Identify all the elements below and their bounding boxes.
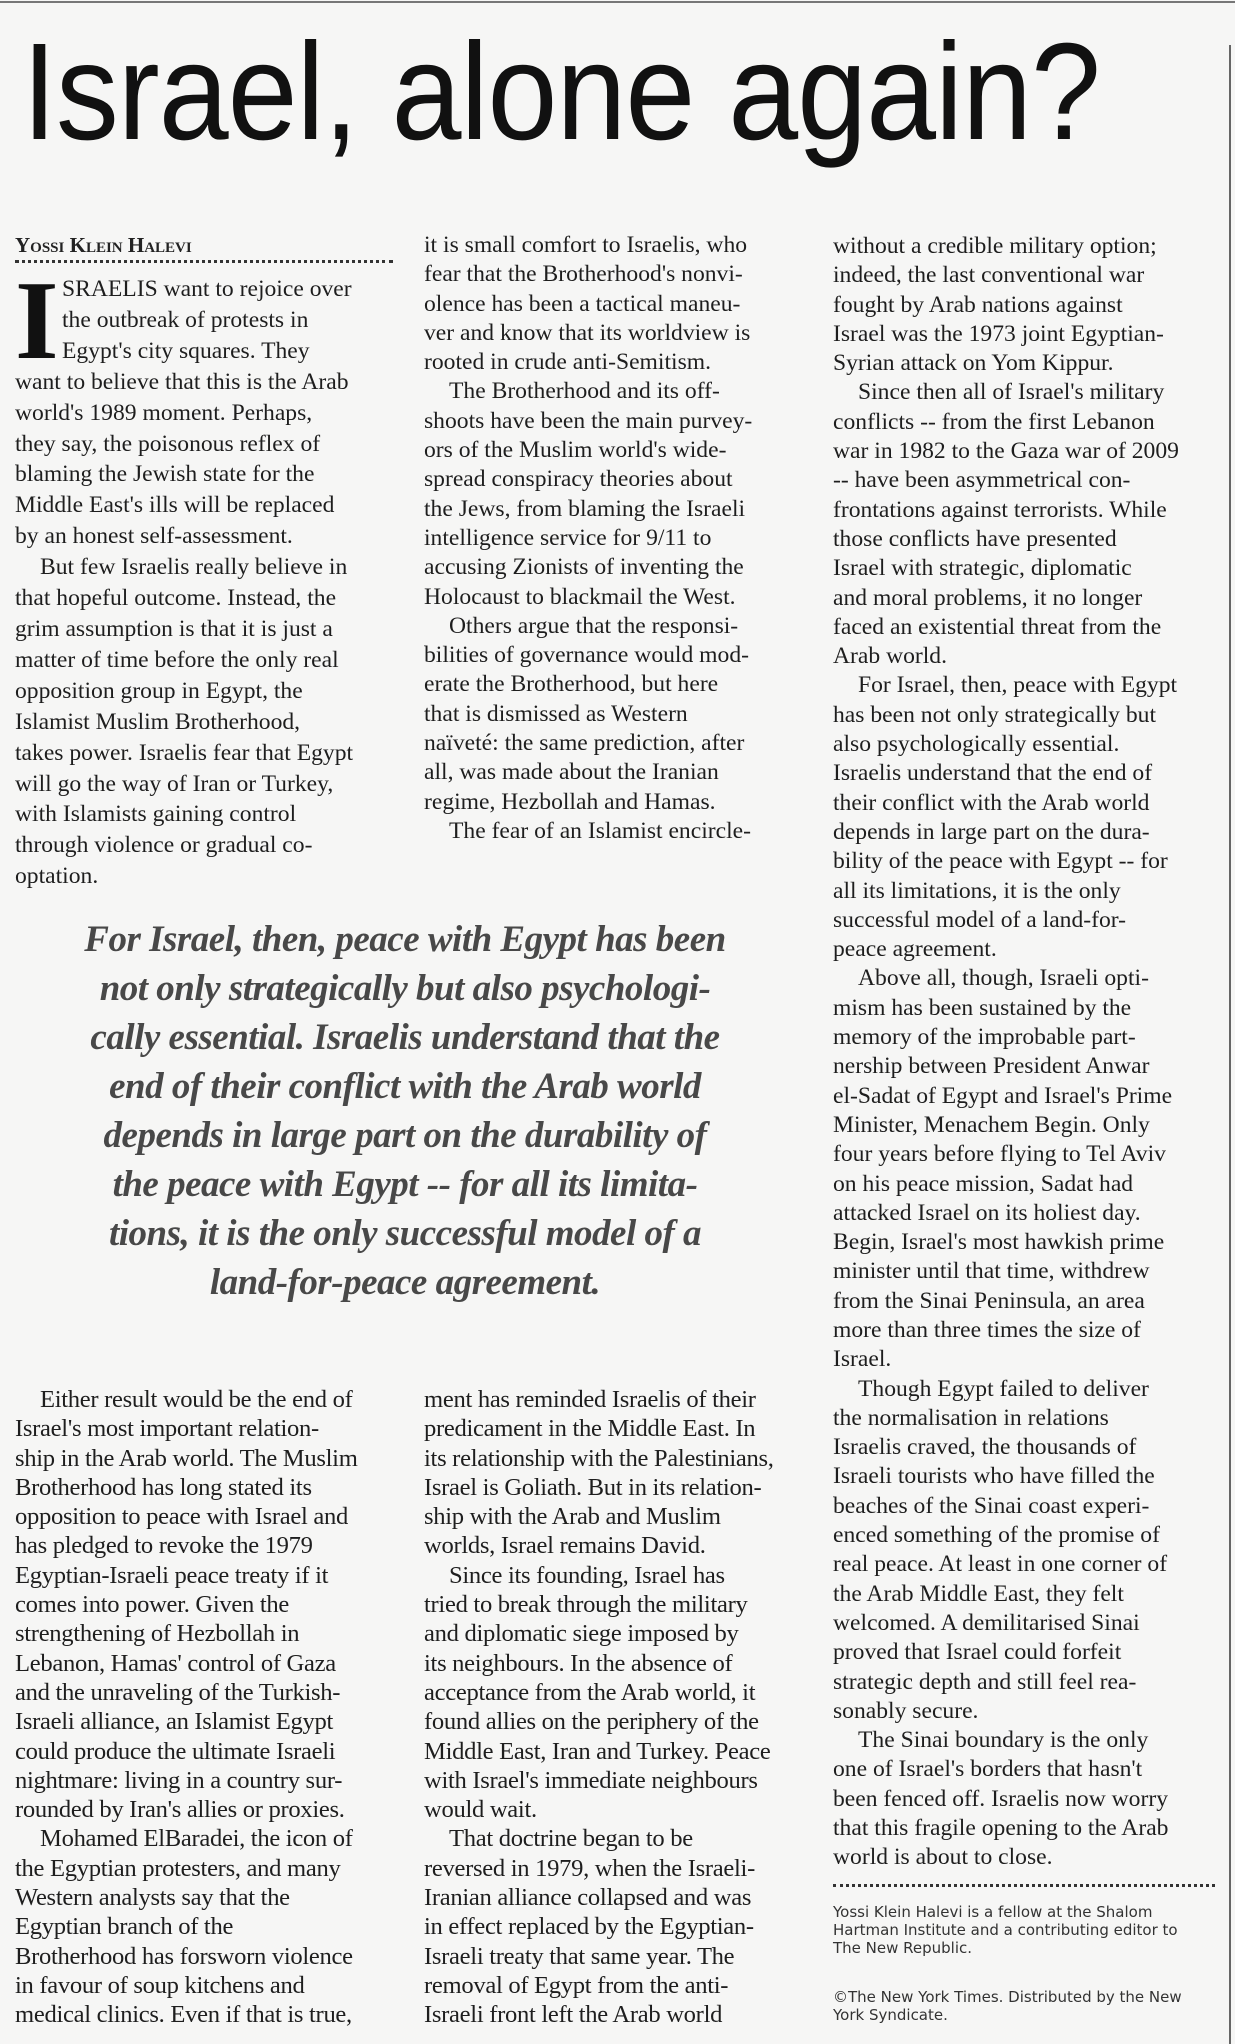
text-line: would wait. xyxy=(424,1796,537,1824)
paragraph xyxy=(833,671,1218,964)
text-line: Israel was the 1973 joint Egyptian- xyxy=(833,320,1164,347)
text-line: from the Sinai Peninsula, an area xyxy=(833,1287,1145,1314)
text-line: four years before flying to Tel Aviv xyxy=(833,1141,1166,1168)
column-3 xyxy=(833,232,1218,1873)
text-line: that is dismissed as Western xyxy=(424,700,688,727)
text-line: more than three times the size of xyxy=(833,1316,1141,1343)
text-line: enced something of the promise of xyxy=(833,1522,1160,1549)
paragraph xyxy=(833,378,1218,671)
paragraph xyxy=(833,1726,1218,1872)
text-line: grim assumption is that it is just a xyxy=(15,615,333,642)
text-line: peace agreement. xyxy=(833,936,997,963)
text-line: Israel. xyxy=(833,1346,892,1373)
text-line: conflicts -- from the first Lebanon xyxy=(833,408,1155,435)
text-line: the outbreak of protests in xyxy=(62,306,309,333)
text-line: real peace. At least in one corner of xyxy=(833,1551,1168,1578)
author-bio xyxy=(833,1903,1178,1957)
text-line: the Arab Middle East, they felt xyxy=(833,1580,1124,1607)
text-line: That doctrine began to be xyxy=(449,1825,693,1853)
text-line: sonably secure. xyxy=(833,1697,979,1724)
text-line: in favour of soup kitchens and xyxy=(15,1971,305,1999)
text-line: strengthening of Hezbollah in xyxy=(15,1620,300,1648)
text-line: the Egyptian protesters, and many xyxy=(15,1854,341,1882)
pull-quote-line: depends in large part on the durability of xyxy=(103,1115,707,1156)
text-line: For Israel, then, peace with Egypt xyxy=(858,672,1178,699)
text-line: that hopeful outcome. Instead, the xyxy=(15,585,337,612)
headline: Israel, alone again? xyxy=(22,15,1100,169)
text-line: worlds, Israel remains David. xyxy=(424,1532,706,1560)
text-line: Above all, though, Israeli opti- xyxy=(858,965,1149,992)
pull-quote-line: the peace with Egypt -- for all its limita- xyxy=(112,1164,698,1205)
text-line: has been not only strategically but xyxy=(833,701,1157,728)
text-line: without a credible military option; xyxy=(833,233,1157,259)
text-line: on his peace mission, Sadat had xyxy=(833,1170,1134,1197)
text-line: removal of Egypt from the anti- xyxy=(424,1971,729,1999)
text-line: Islamist Muslim Brotherhood, xyxy=(15,708,301,735)
text-line: war in 1982 to the Gaza war of 2009 xyxy=(833,438,1179,465)
text-line: reversed in 1979, when the Israeli- xyxy=(424,1854,755,1882)
text-line: fought by Arab nations against xyxy=(833,291,1123,318)
text-line: The fear of an Islamist encircle- xyxy=(449,817,751,844)
text-line: all, was made about the Iranian xyxy=(424,759,719,786)
text-line: naïveté: the same prediction, after xyxy=(424,730,745,757)
text-line: also psychologically essential. xyxy=(833,731,1120,758)
paragraph xyxy=(833,232,1218,378)
text-line: opposition group in Egypt, the xyxy=(15,677,303,704)
text-line: its relationship with the Palestinians, xyxy=(424,1444,774,1472)
text-line: Israeli tourists who have filled the xyxy=(833,1463,1155,1490)
text-line: regime, Hezbollah and Hamas. xyxy=(424,788,716,815)
text-line: erate the Brotherhood, but here xyxy=(424,671,719,698)
text-line: and diplomatic siege imposed by xyxy=(424,1620,739,1648)
paragraph xyxy=(15,552,395,892)
text-line: its neighbours. In the absence of xyxy=(424,1649,733,1677)
text-line: accusing Zionists of inventing the xyxy=(424,554,744,581)
text-line: predicament in the Middle East. In xyxy=(424,1415,756,1443)
text-line: Israel's most important relation- xyxy=(15,1415,319,1443)
text-line: acceptance from the Arab world, it xyxy=(424,1678,756,1706)
paragraph xyxy=(15,1824,397,2029)
pull-quote-line: cally essential. Israelis understand that the xyxy=(90,1017,720,1058)
text-line: beaches of the Sinai coast experi- xyxy=(833,1492,1150,1519)
text-line: world is about to close. xyxy=(833,1844,1053,1871)
text-line: -- have been asymmetrical con- xyxy=(833,467,1131,494)
column-1-bottom xyxy=(15,1385,397,2030)
text-line: tried to break through the military xyxy=(424,1591,748,1619)
text-line: strategic depth and still feel rea- xyxy=(833,1668,1137,1695)
text-line: Middle East, Iran and Turkey. Peace xyxy=(424,1737,771,1765)
text-line: welcomed. A demilitarised Sinai xyxy=(833,1609,1140,1636)
bio-dotted-rule xyxy=(833,1884,1215,1887)
text-line: Mohamed ElBaradei, the icon of xyxy=(40,1825,353,1853)
text-line: Either result would be the end of xyxy=(40,1386,353,1413)
text-line: nightmare: living in a country sur- xyxy=(15,1766,343,1794)
text-line: Israeli treaty that same year. The xyxy=(424,1942,735,1970)
paragraph xyxy=(833,964,1218,1374)
text-line: Egypt's city squares. They xyxy=(62,337,310,364)
paragraph xyxy=(833,1375,1218,1727)
text-line: Since its founding, Israel has xyxy=(449,1561,725,1589)
column-1-top xyxy=(15,259,395,892)
text-line: Iranian alliance collapsed and was xyxy=(424,1884,752,1912)
text-line: Brotherhood has forsworn violence xyxy=(15,1942,353,1970)
text-line: the Jews, from blaming the Israeli xyxy=(424,495,746,522)
text-line: shoots have been the main purvey- xyxy=(424,407,753,434)
text-line: Israelis understand that the end of xyxy=(833,760,1153,787)
text-line: faced an existential threat from the xyxy=(833,613,1162,640)
text-line: the normalisation in relations xyxy=(833,1404,1109,1431)
text-line: ship in the Arab world. The Muslim xyxy=(15,1444,358,1472)
text-line: that this fragile opening to the Arab xyxy=(833,1815,1169,1842)
text-line: indeed, the last conventional war xyxy=(833,262,1145,289)
text-line: mism has been sustained by the xyxy=(833,994,1132,1021)
paragraph xyxy=(15,259,395,552)
paragraph xyxy=(424,817,802,846)
text-line: Begin, Israel's most hawkish prime xyxy=(833,1229,1165,1256)
paragraph xyxy=(424,612,802,817)
top-border-rule xyxy=(0,1,1235,3)
text-line: frontations against terrorists. While xyxy=(833,496,1167,523)
text-line: minister until that time, withdrew xyxy=(833,1258,1150,1285)
text-line: bility of the peace with Egypt -- for xyxy=(833,848,1168,875)
text-line: they say, the poisonous reflex of xyxy=(15,430,321,457)
text-line: want to believe that this is the Arab xyxy=(15,368,349,395)
text-line: ors of the Muslim world's wide- xyxy=(424,437,727,464)
bio-line: Hartman Institute and a contributing editor to xyxy=(833,1921,1178,1939)
text-line: ver and know that its worldview is xyxy=(424,319,751,346)
text-line: rounded by Iran's allies or proxies. xyxy=(15,1796,345,1824)
text-line: Others argue that the responsi- xyxy=(449,612,739,639)
text-line: ship with the Arab and Muslim xyxy=(424,1503,721,1531)
text-line: nership between President Anwar xyxy=(833,1053,1150,1080)
text-line: memory of the improbable part- xyxy=(833,1024,1136,1051)
text-line: Holocaust to blackmail the West. xyxy=(424,583,736,610)
text-line: opposition to peace with Israel and xyxy=(15,1503,349,1531)
text-line: The Sinai boundary is the only xyxy=(858,1727,1149,1754)
text-line: attacked Israel on its holiest day. xyxy=(833,1199,1141,1226)
text-line: will go the way of Iran or Turkey, xyxy=(15,770,334,797)
text-line: it is small comfort to Israelis, who xyxy=(424,232,748,258)
text-line: el-Sadat of Egypt and Israel's Prime xyxy=(833,1082,1173,1109)
text-line: fear that the Brotherhood's nonvi- xyxy=(424,261,743,288)
text-line: spread conspiracy theories about xyxy=(424,466,733,493)
paragraph xyxy=(424,1561,806,1825)
text-line: could produce the ultimate Israeli xyxy=(15,1737,336,1765)
text-line: by an honest self-assessment. xyxy=(15,523,293,550)
paragraph xyxy=(424,377,802,611)
text-line: and the unraveling of the Turkish- xyxy=(15,1678,341,1706)
text-line: successful model of a land-for- xyxy=(833,906,1127,933)
text-line: all its limitations, it is the only xyxy=(833,877,1121,904)
text-line: rooted in crude anti-Semitism. xyxy=(424,349,711,376)
text-line: medical clinics. Even if that is true, xyxy=(15,2001,352,2029)
text-line: But few Israelis really believe in xyxy=(40,554,348,581)
text-line: been fenced off. Israelis now worry xyxy=(833,1785,1168,1812)
text-line: Israeli front left the Arab world xyxy=(424,2001,723,2029)
text-line: Israeli alliance, an Islamist Egypt xyxy=(15,1708,333,1736)
text-line: depends in large part on the dura- xyxy=(833,818,1150,845)
copyright-line: York Syndicate. xyxy=(833,2006,948,2024)
text-line: Brotherhood has long stated its xyxy=(15,1473,312,1501)
right-border-rule xyxy=(1229,45,1231,2044)
pull-quote-line: end of their conflict with the Arab world xyxy=(109,1066,701,1107)
paragraph xyxy=(424,231,802,377)
byline: Yossi Klein Halevi xyxy=(15,233,192,257)
byline-dotted-rule xyxy=(15,260,393,263)
text-line: optation. xyxy=(15,863,99,890)
text-line: Syrian attack on Yom Kippur. xyxy=(833,350,1114,377)
text-line: with Israel's immediate neighbours xyxy=(424,1766,758,1794)
text-line: Israel is Goliath. But in its relation- xyxy=(424,1473,762,1501)
text-line: with Islamists gaining control xyxy=(15,801,297,828)
text-line: takes power. Israelis fear that Egypt xyxy=(15,739,354,766)
text-line: has pledged to revoke the 1979 xyxy=(15,1532,313,1560)
text-line: found allies on the periphery of the xyxy=(424,1708,759,1736)
text-line: Middle East's ills will be replaced xyxy=(15,492,335,519)
bio-line: Yossi Klein Halevi is a fellow at the Shalom xyxy=(833,1903,1153,1921)
text-line: Israel with strategic, diplomatic xyxy=(833,555,1132,582)
text-line: one of Israel's borders that hasn't xyxy=(833,1756,1143,1783)
text-line: proved that Israel could forfeit xyxy=(833,1639,1122,1666)
pull-quote xyxy=(20,915,790,1307)
pull-quote-line: not only strategically but also psychologi- xyxy=(99,968,711,1009)
text-line: ment has reminded Israelis of their xyxy=(424,1386,756,1413)
text-line: Minister, Menachem Begin. Only xyxy=(833,1111,1150,1138)
column-2-top xyxy=(424,231,802,846)
text-line: world's 1989 moment. Perhaps, xyxy=(15,399,313,426)
text-line: Arab world. xyxy=(833,643,948,670)
text-line: Israelis craved, the thousands of xyxy=(833,1434,1137,1461)
text-line: comes into power. Given the xyxy=(15,1591,289,1619)
copyright-line: ©The New York Times. Distributed by the New xyxy=(833,1988,1182,2006)
copyright-notice xyxy=(833,1988,1182,2024)
text-line: olence has been a tactical maneu- xyxy=(424,290,741,317)
text-line: Though Egypt failed to deliver xyxy=(858,1375,1149,1402)
pull-quote-line: For Israel, then, peace with Egypt has been xyxy=(84,919,726,960)
text-line: Egyptian-Israeli peace treaty if it xyxy=(15,1561,329,1589)
text-line: Western analysts say that the xyxy=(15,1884,290,1912)
bio-line: The New Republic. xyxy=(833,1939,973,1957)
text-line: their conflict with the Arab world xyxy=(833,789,1150,816)
text-line: blaming the Jewish state for the xyxy=(15,461,315,488)
text-line: The Brotherhood and its off- xyxy=(449,378,720,405)
pull-quote-line: land-for-peace agreement. xyxy=(209,1262,601,1303)
text-line: intelligence service for 9/11 to xyxy=(424,524,712,551)
paragraph xyxy=(424,1385,806,1561)
text-line: Lebanon, Hamas' control of Gaza xyxy=(15,1649,336,1677)
drop-cap: I xyxy=(15,259,59,383)
column-2-bottom xyxy=(424,1385,806,2030)
text-line: through violence or gradual co- xyxy=(15,832,313,859)
pull-quote-line: tions, it is the only successful model of a xyxy=(108,1213,702,1254)
paragraph xyxy=(15,1385,397,1824)
text-line: Since then all of Israel's military xyxy=(858,379,1165,406)
text-line: those conflicts have presented xyxy=(833,525,1117,552)
text-line: bilities of governance would mod- xyxy=(424,642,749,669)
text-line: and moral problems, it no longer xyxy=(833,584,1143,611)
paragraph xyxy=(424,1824,806,2029)
text-line: matter of time before the only real xyxy=(15,646,339,673)
text-line: Egyptian branch of the xyxy=(15,1913,234,1941)
text-line: in effect replaced by the Egyptian- xyxy=(424,1913,754,1941)
text-line: SRAELIS want to rejoice over xyxy=(62,276,352,302)
